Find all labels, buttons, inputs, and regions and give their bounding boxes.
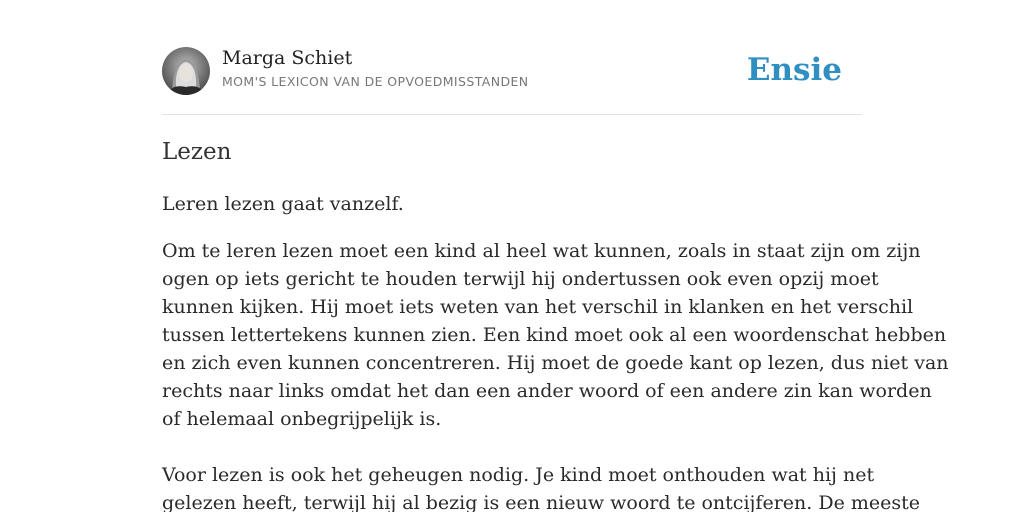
author-name[interactable]: Marga Schiet xyxy=(222,47,353,69)
text-line: gelezen heeft, terwijl hij al bezig is een nieuw woord te ontcijferen. De meeste xyxy=(162,492,920,512)
collection-title[interactable]: MOM'S LEXICON VAN DE OPVOEDMISSTANDEN xyxy=(222,74,529,89)
paragraph-2 xyxy=(162,461,920,512)
ensie-logo[interactable]: Ensie xyxy=(746,52,842,88)
intro-text: Leren lezen gaat vanzelf. xyxy=(162,193,404,215)
text-line: tussen lettertekens kunnen zien. Een kind moet ook al een woordenschat hebben xyxy=(162,324,947,346)
text-line: Voor lezen is ook het geheugen nodig. Je kind moet onthouden wat hij net xyxy=(162,464,875,486)
paragraph-1 xyxy=(162,237,949,433)
author-avatar[interactable] xyxy=(162,47,210,95)
text-line: kunnen kijken. Hij moet iets weten van het verschil in klanken en het verschil xyxy=(162,296,914,318)
author-photo xyxy=(162,47,210,95)
article-body xyxy=(162,190,949,512)
text-line: en zich even kunnen concentreren. Hij moet de goede kant op lezen, dus niet van xyxy=(162,352,949,374)
article-header xyxy=(162,46,862,115)
text-line: ogen op iets gericht te houden terwijl hij ondertussen ook even opzij moet xyxy=(162,268,879,290)
text-line: of helemaal onbegrijpelijk is. xyxy=(162,408,442,430)
text-line: Om te leren lezen moet een kind al heel wat kunnen, zoals in staat zijn om zijn xyxy=(162,240,921,262)
page-title: Lezen xyxy=(162,139,232,165)
text-line: rechts naar links omdat het dan een ander woord of een andere zin kan worden xyxy=(162,380,932,402)
